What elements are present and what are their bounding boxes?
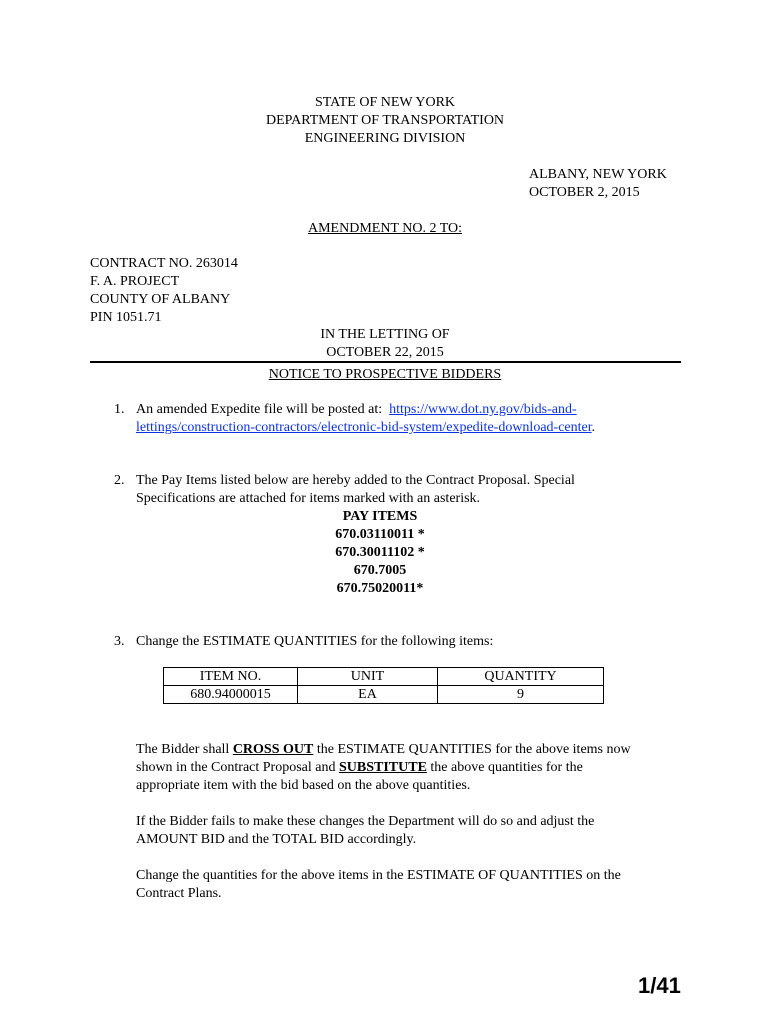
table-cell-quantity: 9 <box>438 686 604 704</box>
item-1-end: . <box>591 420 596 435</box>
cross-out-emphasis: CROSS OUT <box>232 742 314 757</box>
horizontal-rule <box>90 361 681 363</box>
p2-line1: If the Bidder fails to make these changes the Department will do so and adjust the <box>136 814 595 829</box>
paragraph-change-quantities <box>136 867 696 903</box>
pay-item: 670.75020011* <box>336 581 424 596</box>
header-department: DEPARTMENT OF TRANSPORTATION <box>265 113 505 128</box>
item-1-line1 <box>136 401 696 419</box>
substitute-emphasis: SUBSTITUTE <box>338 760 427 775</box>
pay-item: 670.03110011 * <box>335 527 425 542</box>
item-3-number: 3. <box>114 634 125 649</box>
pay-item: 670.30011102 * <box>335 545 425 560</box>
item-2-line1: The Pay Items listed below are hereby added to the Contract Proposal. Special <box>136 473 575 488</box>
header-division: ENGINEERING DIVISION <box>304 131 466 146</box>
item-1 <box>136 401 696 437</box>
amendment-title: AMENDMENT NO. 2 TO: <box>307 221 462 236</box>
contract-block <box>90 255 238 327</box>
letting-line1: IN THE LETTING OF <box>320 327 450 342</box>
location-city: ALBANY, NEW YORK <box>529 167 667 182</box>
item-2-line2: Specifications are attached for items marked with an asterisk. <box>136 491 481 506</box>
contract-county: COUNTY OF ALBANY <box>90 292 231 307</box>
paragraph-cross-out-line1 <box>136 741 696 759</box>
expedite-link-part2[interactable]: lettings/construction-contractors/electronic-bid-system/expedite-download-center <box>136 420 592 435</box>
table-cell-item-no: 680.94000015 <box>164 686 298 704</box>
item-2 <box>136 472 696 508</box>
p3-line1: Change the quantities for the above items in the ESTIMATE OF QUANTITIES on the <box>136 868 621 883</box>
p1-text-b: the ESTIMATE QUANTITIES for the above items now <box>316 742 631 757</box>
item-1-number: 1. <box>114 402 125 417</box>
item-3-text: Change the ESTIMATE QUANTITIES for the following items: <box>136 634 494 649</box>
contract-number: CONTRACT NO. 263014 <box>90 256 238 271</box>
p1-line2-a: shown in the Contract Proposal and <box>136 760 336 775</box>
notice-title: NOTICE TO PROSPECTIVE BIDDERS <box>268 367 502 382</box>
paragraph-cross-out-line2 <box>136 759 696 777</box>
contract-pin: PIN 1051.71 <box>90 310 162 325</box>
expedite-link-part1[interactable]: https://www.dot.ny.gov/bids-and- <box>389 402 577 417</box>
p3-line2: Contract Plans. <box>136 886 222 901</box>
location-date: OCTOBER 2, 2015 <box>529 185 640 200</box>
item-2-number: 2. <box>114 473 125 488</box>
header-state: STATE OF NEW YORK <box>314 95 456 110</box>
letting-block <box>0 326 770 362</box>
paragraph-cross-out <box>136 741 696 795</box>
table-row <box>164 686 604 704</box>
page-number: 1/41 <box>638 973 681 998</box>
contract-project: F. A. PROJECT <box>90 274 180 289</box>
quantities-table <box>163 667 604 704</box>
notice-title-wrap <box>0 366 770 384</box>
amendment-title-wrap <box>0 220 770 238</box>
table-header-unit: UNIT <box>298 668 438 686</box>
pay-items-block <box>280 508 480 598</box>
location-block <box>529 166 667 202</box>
letting-date: OCTOBER 22, 2015 <box>326 345 444 360</box>
pay-items-title: PAY ITEMS <box>342 509 418 524</box>
item-1-text: An amended Expedite file will be posted at: <box>136 402 383 417</box>
p1-line2-b: the above quantities for the <box>430 760 583 775</box>
table-header-row <box>164 668 604 686</box>
item-1-line2 <box>136 419 696 437</box>
p2-line2: AMOUNT BID and the TOTAL BID accordingly. <box>136 832 417 847</box>
paragraph-cross-out-line3: appropriate item with the bid based on the above quantities. <box>136 778 471 793</box>
table-header-item-no: ITEM NO. <box>164 668 298 686</box>
paragraph-bidder-fails <box>136 813 696 849</box>
document-header <box>0 94 770 148</box>
table-header-quantity: QUANTITY <box>438 668 604 686</box>
pay-item: 670.7005 <box>353 563 407 578</box>
table-cell-unit: EA <box>298 686 438 704</box>
p1-text-a: The Bidder shall <box>136 742 230 757</box>
